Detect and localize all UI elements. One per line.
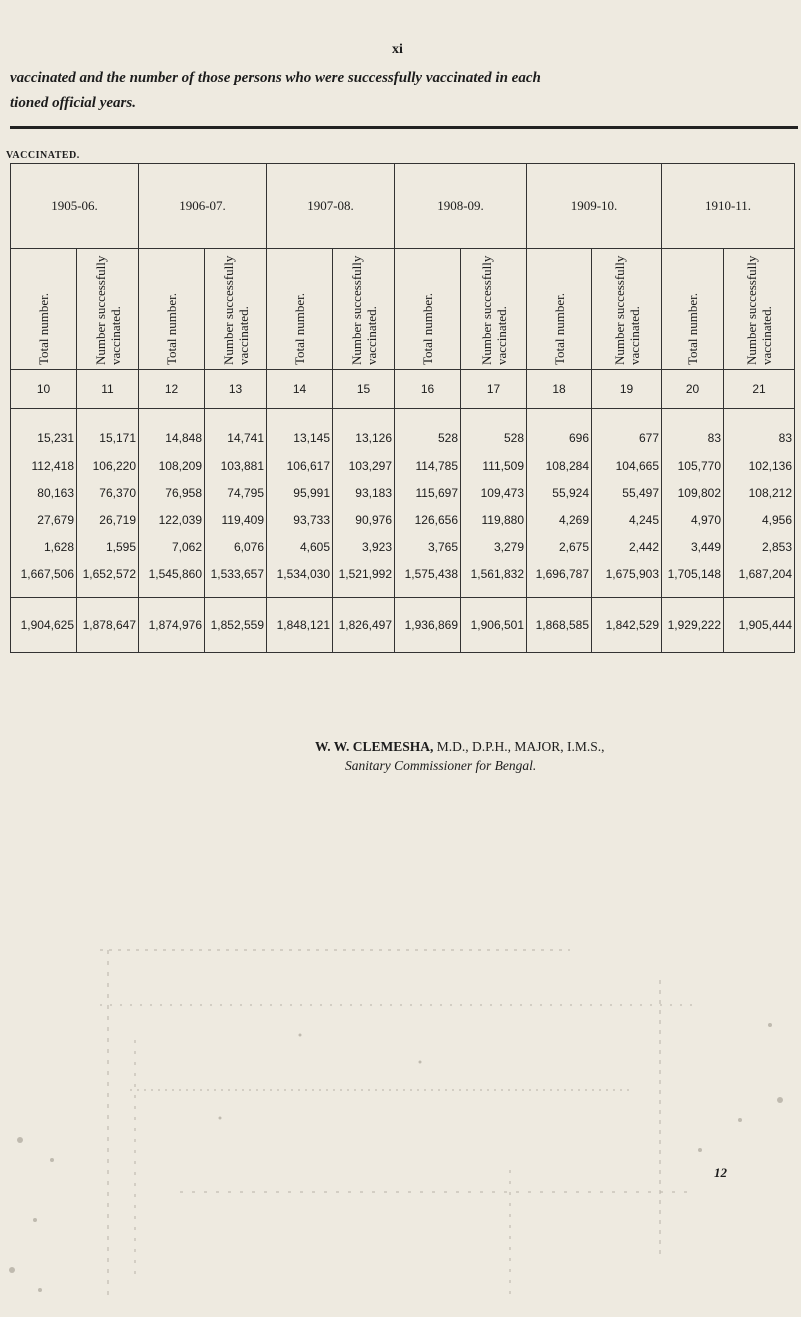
table-cell: 104,665 xyxy=(592,452,662,479)
table-cell: 108,212 xyxy=(724,479,795,506)
total-cell: 1,874,976 xyxy=(139,598,205,653)
table-cell: 528 xyxy=(461,409,527,453)
total-number-header: Total number. xyxy=(685,292,700,365)
table-cell: 26,719 xyxy=(77,506,139,533)
table-cell: 1,652,572 xyxy=(77,560,139,598)
table-cell: 55,924 xyxy=(527,479,592,506)
table-cell: 3,923 xyxy=(333,533,395,560)
table-row xyxy=(11,533,795,560)
total-number-header: Total number. xyxy=(164,292,179,365)
table-cell: 4,970 xyxy=(662,506,724,533)
heading-rule xyxy=(10,126,798,129)
table-cell: 76,958 xyxy=(139,479,205,506)
column-number: 17 xyxy=(461,370,527,409)
column-number: 18 xyxy=(527,370,592,409)
total-cell: 1,826,497 xyxy=(333,598,395,653)
total-cell: 1,929,222 xyxy=(662,598,724,653)
table-cell: 3,449 xyxy=(662,533,724,560)
column-number: 11 xyxy=(77,370,139,409)
table-cell: 106,220 xyxy=(77,452,139,479)
table-cell: 1,628 xyxy=(11,533,77,560)
table-cell: 119,880 xyxy=(461,506,527,533)
table-body xyxy=(11,409,795,598)
table-cell: 103,297 xyxy=(333,452,395,479)
signature-number-mark: 12 xyxy=(714,1165,727,1180)
year-header: 1905-06. xyxy=(11,164,139,249)
table-cell: 1,705,148 xyxy=(662,560,724,598)
table-cell: 111,509 xyxy=(461,452,527,479)
year-header: 1910-11. xyxy=(662,164,795,249)
table-cell: 106,617 xyxy=(267,452,333,479)
table-cell: 1,533,657 xyxy=(205,560,267,598)
section-label: VACCINATED. xyxy=(6,150,80,161)
table-cell: 55,497 xyxy=(592,479,662,506)
table-cell: 1,575,438 xyxy=(395,560,461,598)
column-number: 21 xyxy=(724,370,795,409)
table-cell: 109,802 xyxy=(662,479,724,506)
total-cell: 1,936,869 xyxy=(395,598,461,653)
total-cell: 1,868,585 xyxy=(527,598,592,653)
table-cell: 108,209 xyxy=(139,452,205,479)
table-row xyxy=(11,560,795,598)
table-cell: 2,675 xyxy=(527,533,592,560)
successfully-vaccinated-header: Number successfully vaccinated. xyxy=(478,255,509,365)
table-cell: 696 xyxy=(527,409,592,453)
column-number: 19 xyxy=(592,370,662,409)
table-cell: 4,245 xyxy=(592,506,662,533)
page-number: xi xyxy=(392,42,403,57)
table-cell: 3,765 xyxy=(395,533,461,560)
table-cell: 1,561,832 xyxy=(461,560,527,598)
table-cell: 3,279 xyxy=(461,533,527,560)
table-cell: 114,785 xyxy=(395,452,461,479)
table-cell: 4,956 xyxy=(724,506,795,533)
year-header: 1907-08. xyxy=(267,164,395,249)
table-cell: 119,409 xyxy=(205,506,267,533)
heading-line-2: tioned official years. xyxy=(10,95,136,111)
table-cell: 14,741 xyxy=(205,409,267,453)
table-row xyxy=(11,452,795,479)
table-cell: 14,848 xyxy=(139,409,205,453)
table-cell: 103,881 xyxy=(205,452,267,479)
signature xyxy=(315,739,604,755)
table-cell: 126,656 xyxy=(395,506,461,533)
table-cell: 528 xyxy=(395,409,461,453)
table-cell: 83 xyxy=(724,409,795,453)
column-number: 10 xyxy=(11,370,77,409)
table-cell: 677 xyxy=(592,409,662,453)
table-cell: 102,136 xyxy=(724,452,795,479)
table-cell: 93,733 xyxy=(267,506,333,533)
column-number: 15 xyxy=(333,370,395,409)
total-cell: 1,906,501 xyxy=(461,598,527,653)
signatory-name: W. W. CLEMESHA, xyxy=(315,739,434,754)
table-row xyxy=(11,409,795,453)
successfully-vaccinated-header: Number successfully vaccinated. xyxy=(220,255,251,365)
column-number: 13 xyxy=(205,370,267,409)
table-cell: 1,667,506 xyxy=(11,560,77,598)
table-row xyxy=(11,506,795,533)
column-number: 16 xyxy=(395,370,461,409)
total-cell: 1,878,647 xyxy=(77,598,139,653)
year-header: 1906-07. xyxy=(139,164,267,249)
table-cell: 1,521,992 xyxy=(333,560,395,598)
total-cell: 1,842,529 xyxy=(592,598,662,653)
table-cell: 105,770 xyxy=(662,452,724,479)
successfully-vaccinated-header: Number successfully vaccinated. xyxy=(348,255,379,365)
table-cell: 108,284 xyxy=(527,452,592,479)
table-cell: 7,062 xyxy=(139,533,205,560)
table-cell: 15,171 xyxy=(77,409,139,453)
table-cell: 95,991 xyxy=(267,479,333,506)
table-cell: 6,076 xyxy=(205,533,267,560)
table-cell: 1,545,860 xyxy=(139,560,205,598)
table-cell: 74,795 xyxy=(205,479,267,506)
column-number: 20 xyxy=(662,370,724,409)
vaccination-table xyxy=(10,163,795,653)
table-cell: 4,605 xyxy=(267,533,333,560)
table-cell: 90,976 xyxy=(333,506,395,533)
table-cell: 115,697 xyxy=(395,479,461,506)
table-cell: 27,679 xyxy=(11,506,77,533)
table-cell: 1,534,030 xyxy=(267,560,333,598)
total-number-header: Total number. xyxy=(292,292,307,365)
total-number-header: Total number. xyxy=(36,292,51,365)
table-cell: 1,675,903 xyxy=(592,560,662,598)
table-cell: 4,269 xyxy=(527,506,592,533)
column-number: 12 xyxy=(139,370,205,409)
table-cell: 1,696,787 xyxy=(527,560,592,598)
total-cell: 1,848,121 xyxy=(267,598,333,653)
total-cell: 1,905,444 xyxy=(724,598,795,653)
year-header: 1909-10. xyxy=(527,164,662,249)
successfully-vaccinated-header: Number successfully vaccinated. xyxy=(92,255,123,365)
table-cell: 83 xyxy=(662,409,724,453)
year-header: 1908-09. xyxy=(395,164,527,249)
totals-row xyxy=(11,598,795,653)
table-cell: 1,595 xyxy=(77,533,139,560)
signatory-designation: Sanitary Commissioner for Bengal. xyxy=(345,758,537,773)
table-cell: 2,853 xyxy=(724,533,795,560)
table-cell: 15,231 xyxy=(11,409,77,453)
table-row xyxy=(11,479,795,506)
signatory-credentials: M.D., D.P.H., MAJOR, I.M.S., xyxy=(436,739,605,754)
table-cell: 93,183 xyxy=(333,479,395,506)
table-cell: 1,687,204 xyxy=(724,560,795,598)
table-cell: 112,418 xyxy=(11,452,77,479)
successfully-vaccinated-header: Number successfully vaccinated. xyxy=(744,255,774,365)
total-number-header: Total number. xyxy=(420,292,435,365)
total-cell: 1,904,625 xyxy=(11,598,77,653)
table-cell: 2,442 xyxy=(592,533,662,560)
total-number-header: Total number. xyxy=(551,292,567,365)
table-cell: 80,163 xyxy=(11,479,77,506)
paper-speckle-texture xyxy=(0,800,801,1317)
table-cell: 76,370 xyxy=(77,479,139,506)
successfully-vaccinated-header: Number successfully vaccinated. xyxy=(611,255,642,365)
table-cell: 122,039 xyxy=(139,506,205,533)
total-cell: 1,852,559 xyxy=(205,598,267,653)
heading-line-1: vaccinated and the number of those persons who were successfully vaccinated in each xyxy=(10,70,541,86)
table-cell: 13,126 xyxy=(333,409,395,453)
table-cell: 13,145 xyxy=(267,409,333,453)
table-cell: 109,473 xyxy=(461,479,527,506)
column-number: 14 xyxy=(267,370,333,409)
